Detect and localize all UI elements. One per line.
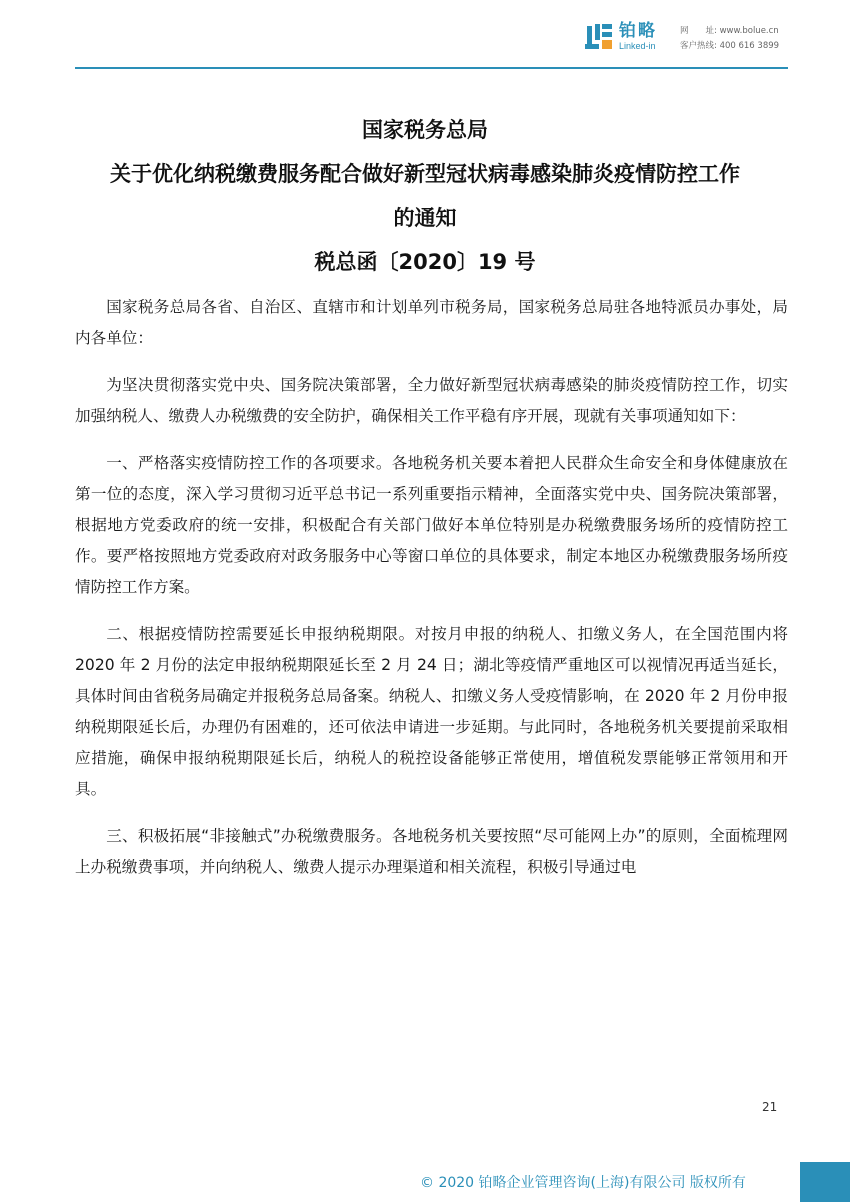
document-body [75,292,788,899]
logo-chinese-name: 铂略 [619,21,657,41]
page-header [0,0,850,70]
notice-title-line2: 的通知 [393,206,457,230]
header-divider [75,67,788,69]
logo-english-name: Linked-in [619,41,656,51]
footer-accent-block [800,1162,850,1202]
page-number: 21 [762,1100,778,1114]
paragraph-addressees: 国家税务总局各省、自治区、直辖市和计划单列市税务局，国家税务总局驻各地特派员办事处，局内各单位： [75,298,788,347]
document-number: 税总函〔2020〕19 号 [314,250,536,274]
contact-info [680,24,779,54]
notice-title-line1: 关于优化纳税缴费服务配合做好新型冠状病毒感染肺炎疫情防控工作 [110,162,740,186]
company-logo [585,22,657,52]
paragraph-section-2: 二、根据疫情防控需要延长申报纳税期限。对按月申报的纳税人、扣缴义务人，在全国范围内将 2020 年 2 月份的法定申报纳税期限延长至 2 月 24 日；湖北等疫情严重地区可以视情况再适当延长，具体时间由省税务局确定并报税务总局备案。纳税人、扣缴义务人受疫情影响，在 2020 年 2 月份申报纳税期限延长后，办理仍有困难的，还可依法申请进一步延期。与此同时，各地税务机关要提前采取相应措施，确保申报纳税期限延长后，纳税人的税控设备能够正常使用，增值税发票能够正常领用和开具。 [75,625,788,798]
hotline-text: 客户热线: 400 616 3899 [680,41,780,51]
issuer-title: 国家税务总局 [362,118,488,142]
website-text: 网 址: www.bolue.cn [680,26,779,36]
paragraph-intro: 为坚决贯彻落实党中央、国务院决策部署，全力做好新型冠状病毒感染的肺炎疫情防控工作，切实加强纳税人、缴费人办税缴费的安全防护，确保相关工作平稳有序开展，现就有关事项通知如下： [75,376,788,425]
paragraph-section-1: 一、严格落实疫情防控工作的各项要求。各地税务机关要本着把人民群众生命安全和身体健康放在第一位的态度，深入学习贯彻习近平总书记一系列重要指示精神，全面落实党中央、国务院决策部署，根据地方党委政府的统一安排，积极配合有关部门做好本单位特别是办税缴费服务场所的疫情防控工作。要严格按照地方党委政府对政务服务中心等窗口单位的具体要求，制定本地区办税缴费服务场所疫情防控工作方案。 [75,454,788,596]
footer-copyright: © 2020 铂略企业管理咨询(上海)有限公司 版权所有 [420,1175,746,1191]
bolue-logo-icon [585,22,613,52]
paragraph-section-3: 三、积极拓展“非接触式”办税缴费服务。各地税务机关要按照“尽可能网上办”的原则，全面梳理网上办税缴费事项，并向纳税人、缴费人提示办理渠道和相关流程，积极引导通过电 [75,827,788,876]
